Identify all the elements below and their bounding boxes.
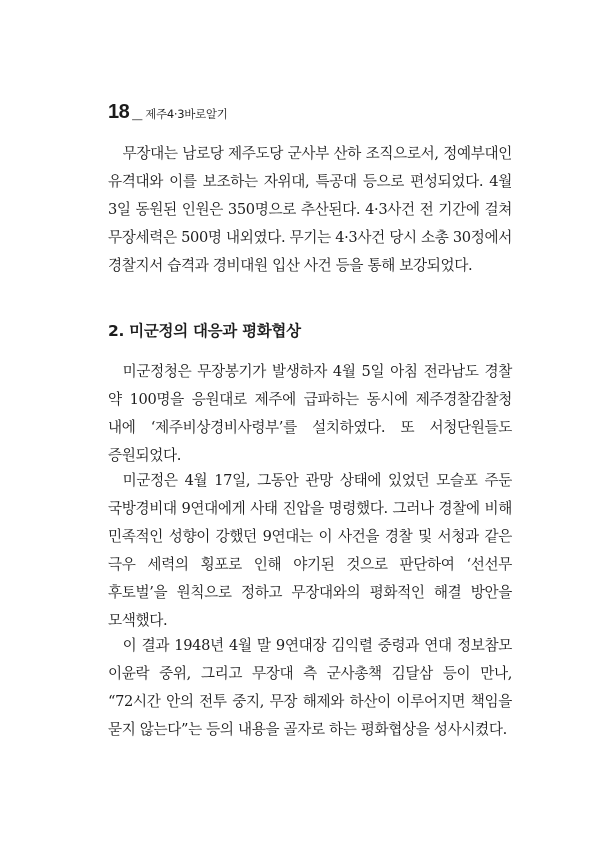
body-paragraph-2: 미군정은 4월 17일, 그동안 관망 상태에 있었던 모슬포 주둔 국방경비대 9연대에게 사태 진압을 명령했다. 그러나 경찰에 비해 민족적인 성향이 강했던 9연대는 이 사건을 경찰 및 서청과 같은 극우 세력의 횡포로 인해 야기된 것으로 판단하여 ‘선선무 후토벌’을 원칙으로 정하고 무장대와의 평화적인 해결 방안을 모색했다. <box>108 472 512 629</box>
header-separator: _ <box>132 102 143 122</box>
section-heading: 2. 미군정의 대응과 평화협상 <box>108 322 301 340</box>
body-paragraph-1: 미군정청은 무장봉기가 발생하자 4월 5일 아침 전라남도 경찰 약 100명을 응원대로 제주에 급파하는 동시에 제주경찰감찰청 내에 ‘제주비상경비사령부’를 설치하였다. 또 서청단원들도 증원되었다. <box>108 363 512 464</box>
body-paragraph-3: 이 결과 1948년 4월 말 9연대장 김익렬 중령과 연대 정보참모 이윤락 중위, 그리고 무장대 측 군사총책 김달삼 등이 만나, “72시간 안의 전투 중지, 무장 해제와 하산이 이루어지면 책임을 묻지 않는다”는 등의 내용을 골자로 하는 평화협상을 성사시켰다. <box>108 637 512 738</box>
page-number: 18 <box>108 101 130 123</box>
book-title: 제주4·3바로알기 <box>145 107 228 121</box>
intro-paragraph: 무장대는 남로당 제주도당 군사부 산하 조직으로서, 정예부대인 유격대와 이를 보조하는 자위대, 특공대 등으로 편성되었다. 4월 3일 동원된 인원은 350명으로 추산된다. 4·3사건 전 기간에 걸쳐 무장세력은 500명 내외였다. 무기는 4·3사건 당시 소총 30정에서 경찰지서 습격과 경비대원 입산 사건 등을 통해 보강되었다. <box>108 145 512 274</box>
page-header <box>108 101 228 124</box>
